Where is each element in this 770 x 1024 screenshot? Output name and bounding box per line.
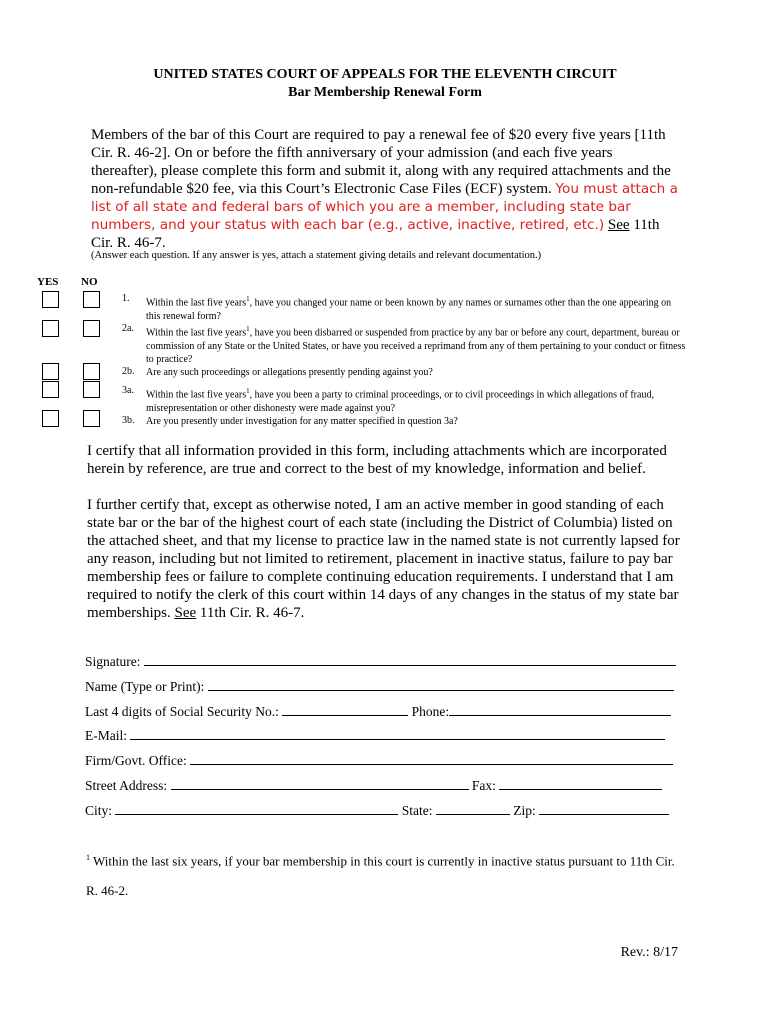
q2b-yes-checkbox[interactable] bbox=[42, 363, 59, 380]
signature-field[interactable] bbox=[144, 653, 676, 666]
q3b-number: 3b. bbox=[122, 415, 135, 426]
q3a-no-checkbox[interactable] bbox=[83, 381, 100, 398]
q1-text: Within the last five years$^1$, have you changed your name or been known by any names or surnames other than the one appearing on this renewal form? bbox=[146, 295, 672, 322]
q2a-number: 2a. bbox=[122, 323, 134, 334]
good-standing-paragraph: I further certify that, except as otherwise noted, I am an active member in good standing of each state bar or the bar of the highest court of each state (including the District of Columbia) listed on the attached sheet, and that my license to practice law in the named state is not currently lapsed for any reason, including but not limited to retirement, placement in inactive status, failure to pay bar membership fees or failure to complete continuing education requirements. I understand that I am required to notify the clerk of this court within 14 days of any changes in the status of my state bar memberships. See 11th Cir. R. 46-7. bbox=[87, 497, 680, 621]
q1-number: 1. bbox=[122, 293, 130, 304]
city-field[interactable] bbox=[115, 802, 398, 815]
state-field[interactable] bbox=[436, 802, 510, 815]
signature-row: Signature: bbox=[85, 653, 676, 670]
intro-text: Members of the bar of this Court are required to pay a renewal fee of $20 every five years [11th Cir. R. 46-2]. On or before the fifth anniversary of your admission (and each five years thereafter), please complete this form and submit it, along with any required attachments and the non-refundable $20 fee, via this Court’s Electronic Case Files (ECF) system. bbox=[91, 127, 671, 197]
q2b-number: 2b. bbox=[122, 366, 135, 377]
ssn-phone-row: Last 4 digits of Social Security No.: Phone: bbox=[85, 703, 671, 720]
no-column-header: NO bbox=[81, 276, 98, 288]
ssn-field[interactable] bbox=[282, 703, 408, 716]
intro-see: See bbox=[607, 217, 630, 233]
footnote bbox=[86, 843, 686, 906]
q2b-no-checkbox[interactable] bbox=[83, 363, 100, 380]
intro-paragraph bbox=[91, 126, 681, 252]
q1-no-checkbox[interactable] bbox=[83, 291, 100, 308]
email-field[interactable] bbox=[130, 727, 665, 740]
name-row: Name (Type or Print): bbox=[85, 678, 674, 695]
name-field[interactable] bbox=[208, 678, 674, 691]
q3a-yes-checkbox[interactable] bbox=[42, 381, 59, 398]
email-row: E-Mail: bbox=[85, 727, 665, 744]
footnote-text: Within the last six years, if your bar membership in this court is currently in inactive status pursuant to 11th Cir. R. 46-2. bbox=[86, 853, 675, 899]
q3a-number: 3a. bbox=[122, 385, 134, 396]
q2a-yes-checkbox[interactable] bbox=[42, 320, 59, 337]
q2b-text: Are any such proceedings or allegations presently pending against you? bbox=[146, 367, 433, 378]
revision-date: Rev.: 8/17 bbox=[620, 945, 678, 960]
certification-paragraph: I certify that all information provided in this form, including attachments which are incorporated herein by reference, are true and correct to the best of my knowledge, information and belief. bbox=[87, 443, 667, 477]
firm-field[interactable] bbox=[190, 752, 673, 765]
q2a-no-checkbox[interactable] bbox=[83, 320, 100, 337]
answer-instructions: (Answer each question. If any answer is yes, attach a statement giving details and relevant documentation.) bbox=[91, 250, 542, 261]
city-state-zip-row: City: State: Zip: bbox=[85, 802, 669, 819]
q3b-text: Are you presently under investigation for any matter specified in question 3a? bbox=[146, 416, 458, 427]
q3b-no-checkbox[interactable] bbox=[83, 410, 100, 427]
q3a-text: Within the last five years$^1$, have you been a party to criminal proceedings, or to civil proceedings in which allegations of fraud, misrepresentation or other dishonesty were made against you? bbox=[146, 387, 654, 414]
phone-field[interactable] bbox=[449, 703, 671, 716]
street-fax-row: Street Address: Fax: bbox=[85, 777, 662, 794]
q3b-yes-checkbox[interactable] bbox=[42, 410, 59, 427]
street-address-field[interactable] bbox=[171, 777, 469, 790]
zip-field[interactable] bbox=[539, 802, 669, 815]
footnote-mark: 1 bbox=[86, 853, 90, 862]
intro-attachment-requirement: You must attach a list of all state and federal bars of which you are a member, including state bar numbers, and your status with each bar (e.g., active, inactive, retired, etc.) bbox=[91, 181, 678, 233]
firm-row: Firm/Govt. Office: bbox=[85, 752, 673, 769]
yes-column-header: YES bbox=[37, 276, 59, 288]
intro-rule: 11th Cir. R. 46-7. bbox=[91, 217, 660, 251]
form-title: UNITED STATES COURT OF APPEALS FOR THE ELEVENTH CIRCUIT bbox=[153, 67, 617, 82]
fax-field[interactable] bbox=[499, 777, 662, 790]
q2a-text: Within the last five years$^1$, have you been disbarred or suspended from practice by any bar or before any court, department, bureau or commission of any State or the United States, or have you received a reprimand from any of them pertaining to your conduct or fitness to practice? bbox=[146, 325, 686, 366]
form-subtitle: Bar Membership Renewal Form bbox=[288, 85, 482, 100]
q1-yes-checkbox[interactable] bbox=[42, 291, 59, 308]
